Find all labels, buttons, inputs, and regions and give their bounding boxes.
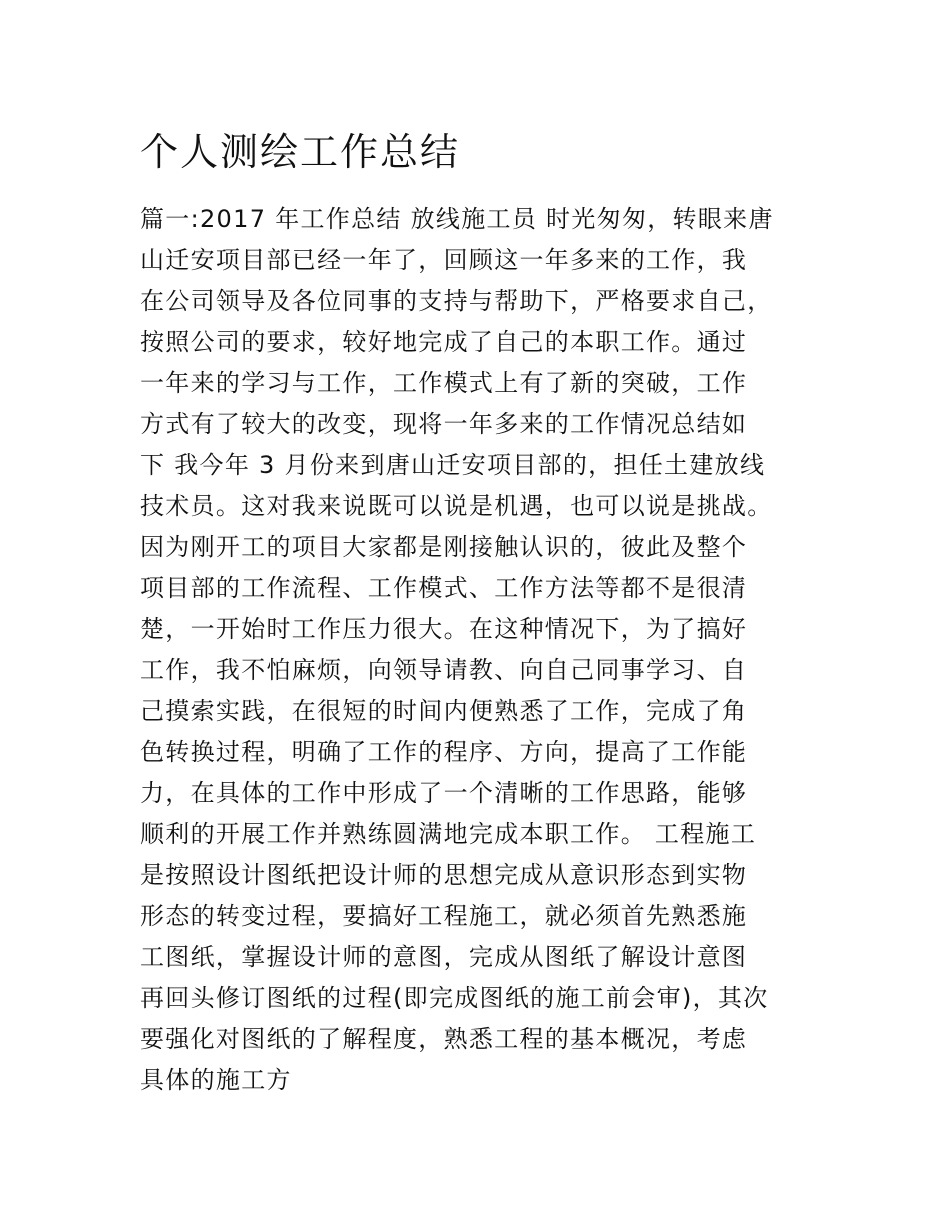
text-line: 项目部的工作流程、工作模式、工作方法等都不是很清	[140, 574, 748, 602]
text-line: 在公司领导及各位同事的支持与帮助下，严格要求自己，	[140, 287, 773, 315]
text-line: 技术员。这对我来说既可以说是机遇，也可以说是挑战。	[140, 492, 773, 520]
text-line: 篇一:2017 年工作总结 放线施工员 时光匆匆，转眼来唐	[140, 205, 774, 233]
text-line: 是按照设计图纸把设计师的思想完成从意识形态到实物	[140, 861, 748, 889]
text-line: 要强化对图纸的了解程度，熟悉工程的基本概况，考虑	[140, 1025, 748, 1053]
document-title: 个人测绘工作总结	[140, 130, 461, 174]
text-line: 形态的转变过程，要搞好工程施工，就必须首先熟悉施	[140, 902, 748, 930]
text-line: 楚，一开始时工作压力很大。在这种情况下，为了搞好	[140, 615, 748, 643]
text-line: 色转换过程，明确了工作的程序、方向，提高了工作能	[140, 738, 748, 766]
text-line: 一年来的学习与工作，工作模式上有了新的突破，工作	[140, 369, 748, 397]
text-line: 再回头修订图纸的过程(即完成图纸的施工前会审)，其次	[140, 984, 769, 1012]
text-line: 按照公司的要求，较好地完成了自己的本职工作。通过	[140, 328, 748, 356]
document-body	[140, 199, 820, 1101]
text-line: 山迁安项目部已经一年了，回顾这一年多来的工作，我	[140, 246, 748, 274]
text-line: 力，在具体的工作中形成了一个清晰的工作思路，能够	[140, 779, 748, 807]
text-line: 方式有了较大的改变，现将一年多来的工作情况总结如	[140, 410, 748, 438]
text-line: 己摸索实践，在很短的时间内便熟悉了工作，完成了角	[140, 697, 748, 725]
text-line: 顺利的开展工作并熟练圆满地完成本职工作。 工程施工	[140, 820, 757, 848]
text-line: 因为刚开工的项目大家都是刚接触认识的，彼此及整个	[140, 533, 748, 561]
text-line: 工图纸，掌握设计师的意图，完成从图纸了解设计意图	[140, 943, 748, 971]
text-line: 具体的施工方	[140, 1066, 292, 1094]
text-line: 工作，我不怕麻烦，向领导请教、向自己同事学习、自	[140, 656, 748, 684]
text-line: 下 我今年 3 月份来到唐山迁安项目部的，担任土建放线	[140, 451, 766, 479]
